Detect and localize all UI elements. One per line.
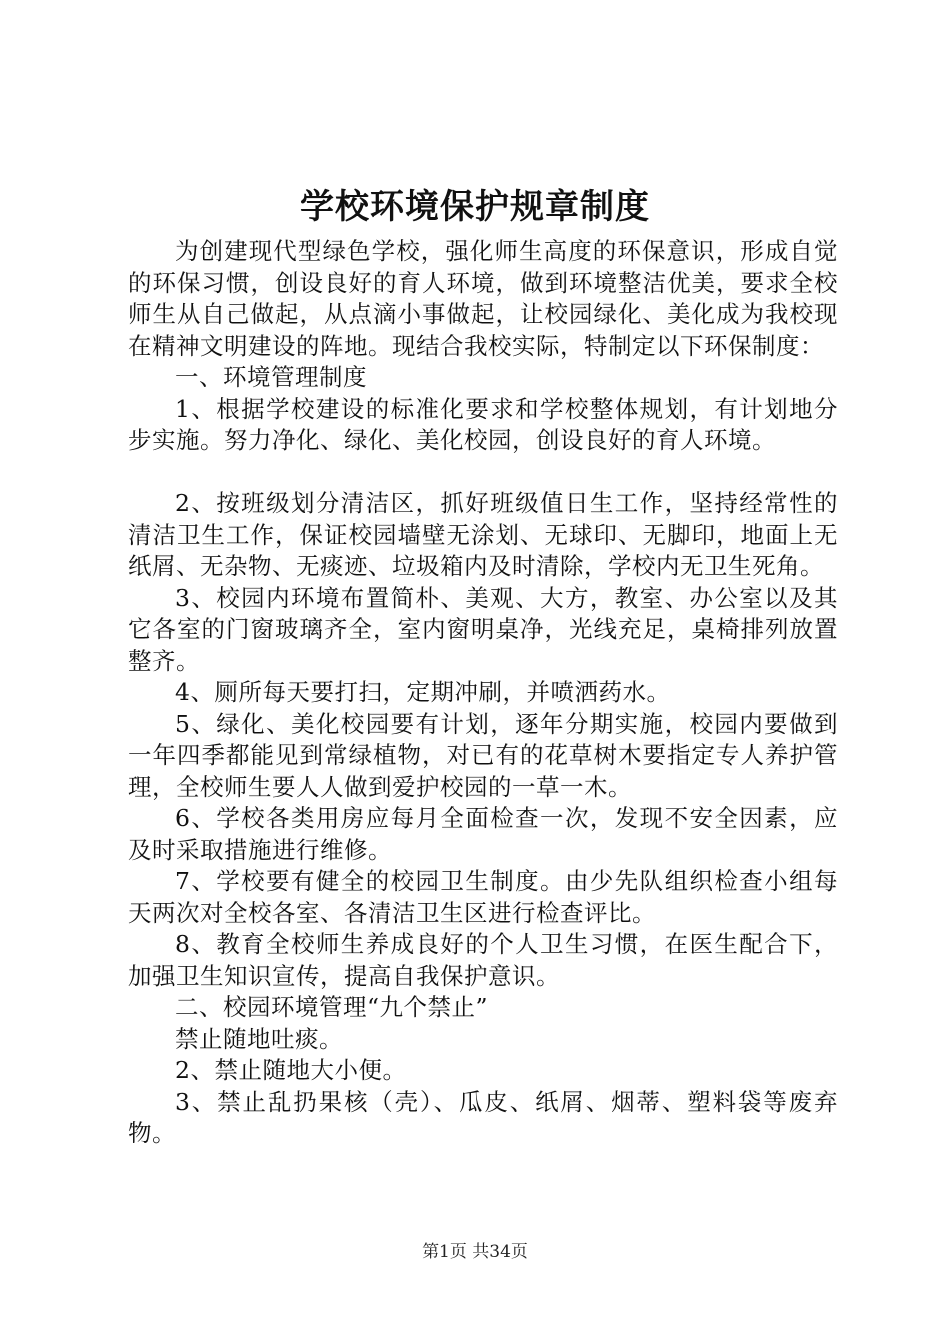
section-heading-1: 一、环境管理制度 xyxy=(175,363,367,391)
intro-paragraph: 为创建现代型绿色学校，强化师生高度的环保意识，形成自觉的环保习惯，创设良好的育人环境，做到环境整洁优美，要求全校师生从自己做起，从点滴小事做起，让校园绿化、美化成为我校现在精神文明建设的阵地。现结合我校实际，特制定以下环保制度： xyxy=(128,237,838,360)
rule-item-5: 5、绿化、美化校园要有计划，逐年分期实施，校园内要做到一年四季都能见到常绿植物，对已有的花草树木要指定专人养护管理，全校师生要人人做到爱护校园的一草一木。 xyxy=(128,709,838,801)
rule-item-4: 4、厕所每天要打扫，定期冲刷，并喷洒药水。 xyxy=(175,678,671,706)
prohibition-item-1: 禁止随地吐痰。 xyxy=(175,1024,343,1053)
document-body xyxy=(128,236,838,1150)
rule-item-8: 8、教育全校师生养成良好的个人卫生习惯，在医生配合下，加强卫生知识宣传，提高自我保护意识。 xyxy=(128,930,838,990)
rule-item-2: 2、按班级划分清洁区，抓好班级值日生工作，坚持经常性的清洁卫生工作，保证校园墙壁无涂划、无球印、无脚印，地面上无纸屑、无杂物、无痰迹、垃圾箱内及时清除，学校内无卫生死角。 xyxy=(128,489,838,580)
prohibition-item-3: 3、禁止乱扔果核（壳）、瓜皮、纸屑、烟蒂、塑料袋等废弃物。 xyxy=(128,1087,838,1147)
rule-item-6: 6、学校各类用房应每月全面检查一次，发现不安全因素，应及时采取措施进行维修。 xyxy=(128,804,838,864)
rule-item-1: 1、根据学校建设的标准化要求和学校整体规划，有计划地分步实施。努力净化、绿化、美化校园，创设良好的育人环境。 xyxy=(128,394,838,454)
rule-item-3: 3、校园内环境布置简朴、美观、大方，教室、办公室以及其它各室的门窗玻璃齐全，室内窗明桌净，光线充足，桌椅排列放置整齐。 xyxy=(128,583,838,675)
document-title: 学校环境保护规章制度 xyxy=(300,187,650,227)
page-footer: 第1页 共34页 xyxy=(422,1242,528,1262)
section-heading-2: 二、校园环境管理“九个禁止” xyxy=(175,993,489,1021)
blank-line xyxy=(128,457,838,489)
prohibition-item-2: 2、禁止随地大小便。 xyxy=(175,1056,407,1084)
rule-item-7: 7、学校要有健全的校园卫生制度。由少先队组织检查小组每天两次对全校各室、各清洁卫生区进行检查评比。 xyxy=(128,867,838,927)
